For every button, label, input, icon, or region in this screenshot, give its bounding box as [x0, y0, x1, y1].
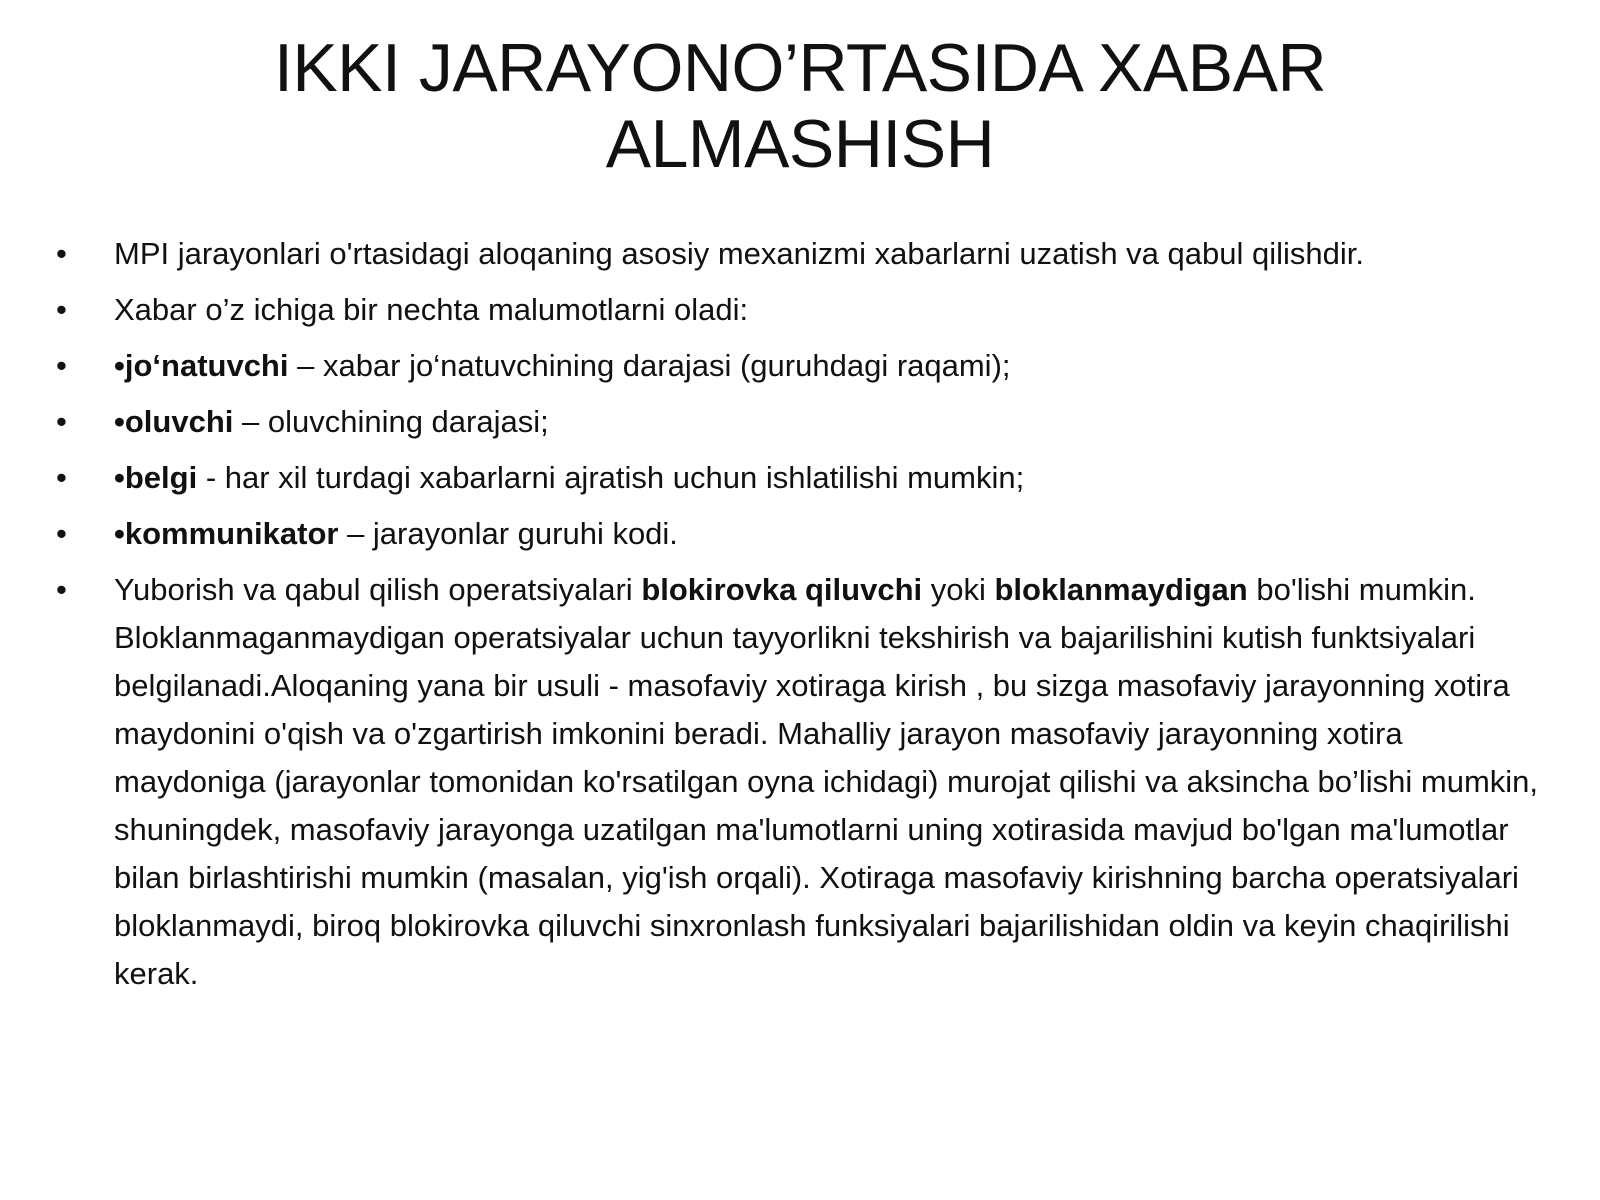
- bullet-item-oluvchi: [56, 398, 1556, 446]
- bullet-text: – xabar jo‘natuvchining darajasi (guruhdagi raqami);: [288, 348, 1011, 383]
- bullet-text: bo'lishi mumkin. Bloklanmaganmaydigan operatsiyalar uchun tayyorlikni tekshirish va bajarilishini kutish funktsiyalari belgilanadi.Aloqaning yana bir usuli - masofaviy xotiraga kirish , bu sizga masofaviy jarayonning xotira maydonini o'qish va o'zgartirish imkonini beradi. Mahalliy jarayon masofaviy jarayonning xotira maydoniga (jarayonlar tomonidan ko'rsatilgan oyna ichidagi) murojat qilishi va aksincha bo’lishi mumkin, shuningdek, masofaviy jarayonga uzatilgan ma'lumotlarni uning xotirasida mavjud bo'lgan ma'lumotlar bilan birlashtirishi mumkin (masalan, yig'ish orqali). Xotiraga masofaviy kirishning barcha operatsiyalari bloklanmaydi, biroq blokirovka qiluvchi sinxronlash funksiyalari bajarilishidan oldin va keyin chaqirilishi kerak.: [114, 572, 1539, 991]
- title-line-2: ALMASHISH: [605, 106, 995, 182]
- bullet-text: yoki: [922, 572, 995, 607]
- bullet-dot-icon: •: [56, 516, 67, 551]
- bullet-dot-icon: •: [56, 348, 67, 383]
- bullet-text: Yuborish va qabul qilish operatsiyalari: [114, 572, 642, 607]
- bullet-list: [56, 230, 1556, 1006]
- bullet-text: - har xil turdagi xabarlarni ajratish uchun ishlatilishi mumkin;: [197, 460, 1025, 495]
- bullet-text: MPI jarayonlari o'rtasidagi aloqaning asosiy mexanizmi xabarlarni uzatish va qabul qilishdir.: [114, 236, 1364, 271]
- bullet-item-belgi: [56, 454, 1556, 502]
- bullet-item-jonatuvchi: [56, 342, 1556, 390]
- bullet-term: blokirovka qiluvchi: [641, 572, 923, 607]
- slide-title: [100, 30, 1500, 182]
- bullet-term: •jo‘natuvchi: [114, 348, 289, 383]
- bullet-term: •belgi: [114, 460, 198, 495]
- bullet-term: bloklanmaydigan: [994, 572, 1248, 607]
- title-line-1: IKKI JARAYONO’RTASIDA XABAR: [273, 30, 1327, 106]
- bullet-item-mpi: [56, 230, 1556, 278]
- bullet-term: •kommunikator: [114, 516, 339, 551]
- bullet-item-kommunikator: [56, 510, 1556, 558]
- bullet-text: Xabar o’z ichiga bir nechta malumotlarni oladi:: [114, 292, 749, 327]
- bullet-dot-icon: •: [56, 460, 67, 495]
- bullet-text: – jarayonlar guruhi kodi.: [338, 516, 678, 551]
- bullet-term: •oluvchi: [114, 404, 234, 439]
- bullet-dot-icon: •: [56, 236, 67, 271]
- bullet-dot-icon: •: [56, 292, 67, 327]
- bullet-dot-icon: •: [56, 404, 67, 439]
- bullet-text: – oluvchining darajasi;: [233, 404, 549, 439]
- bullet-item-yuborish: [56, 566, 1556, 998]
- bullet-item-xabar: [56, 286, 1556, 334]
- bullet-dot-icon: •: [56, 572, 67, 607]
